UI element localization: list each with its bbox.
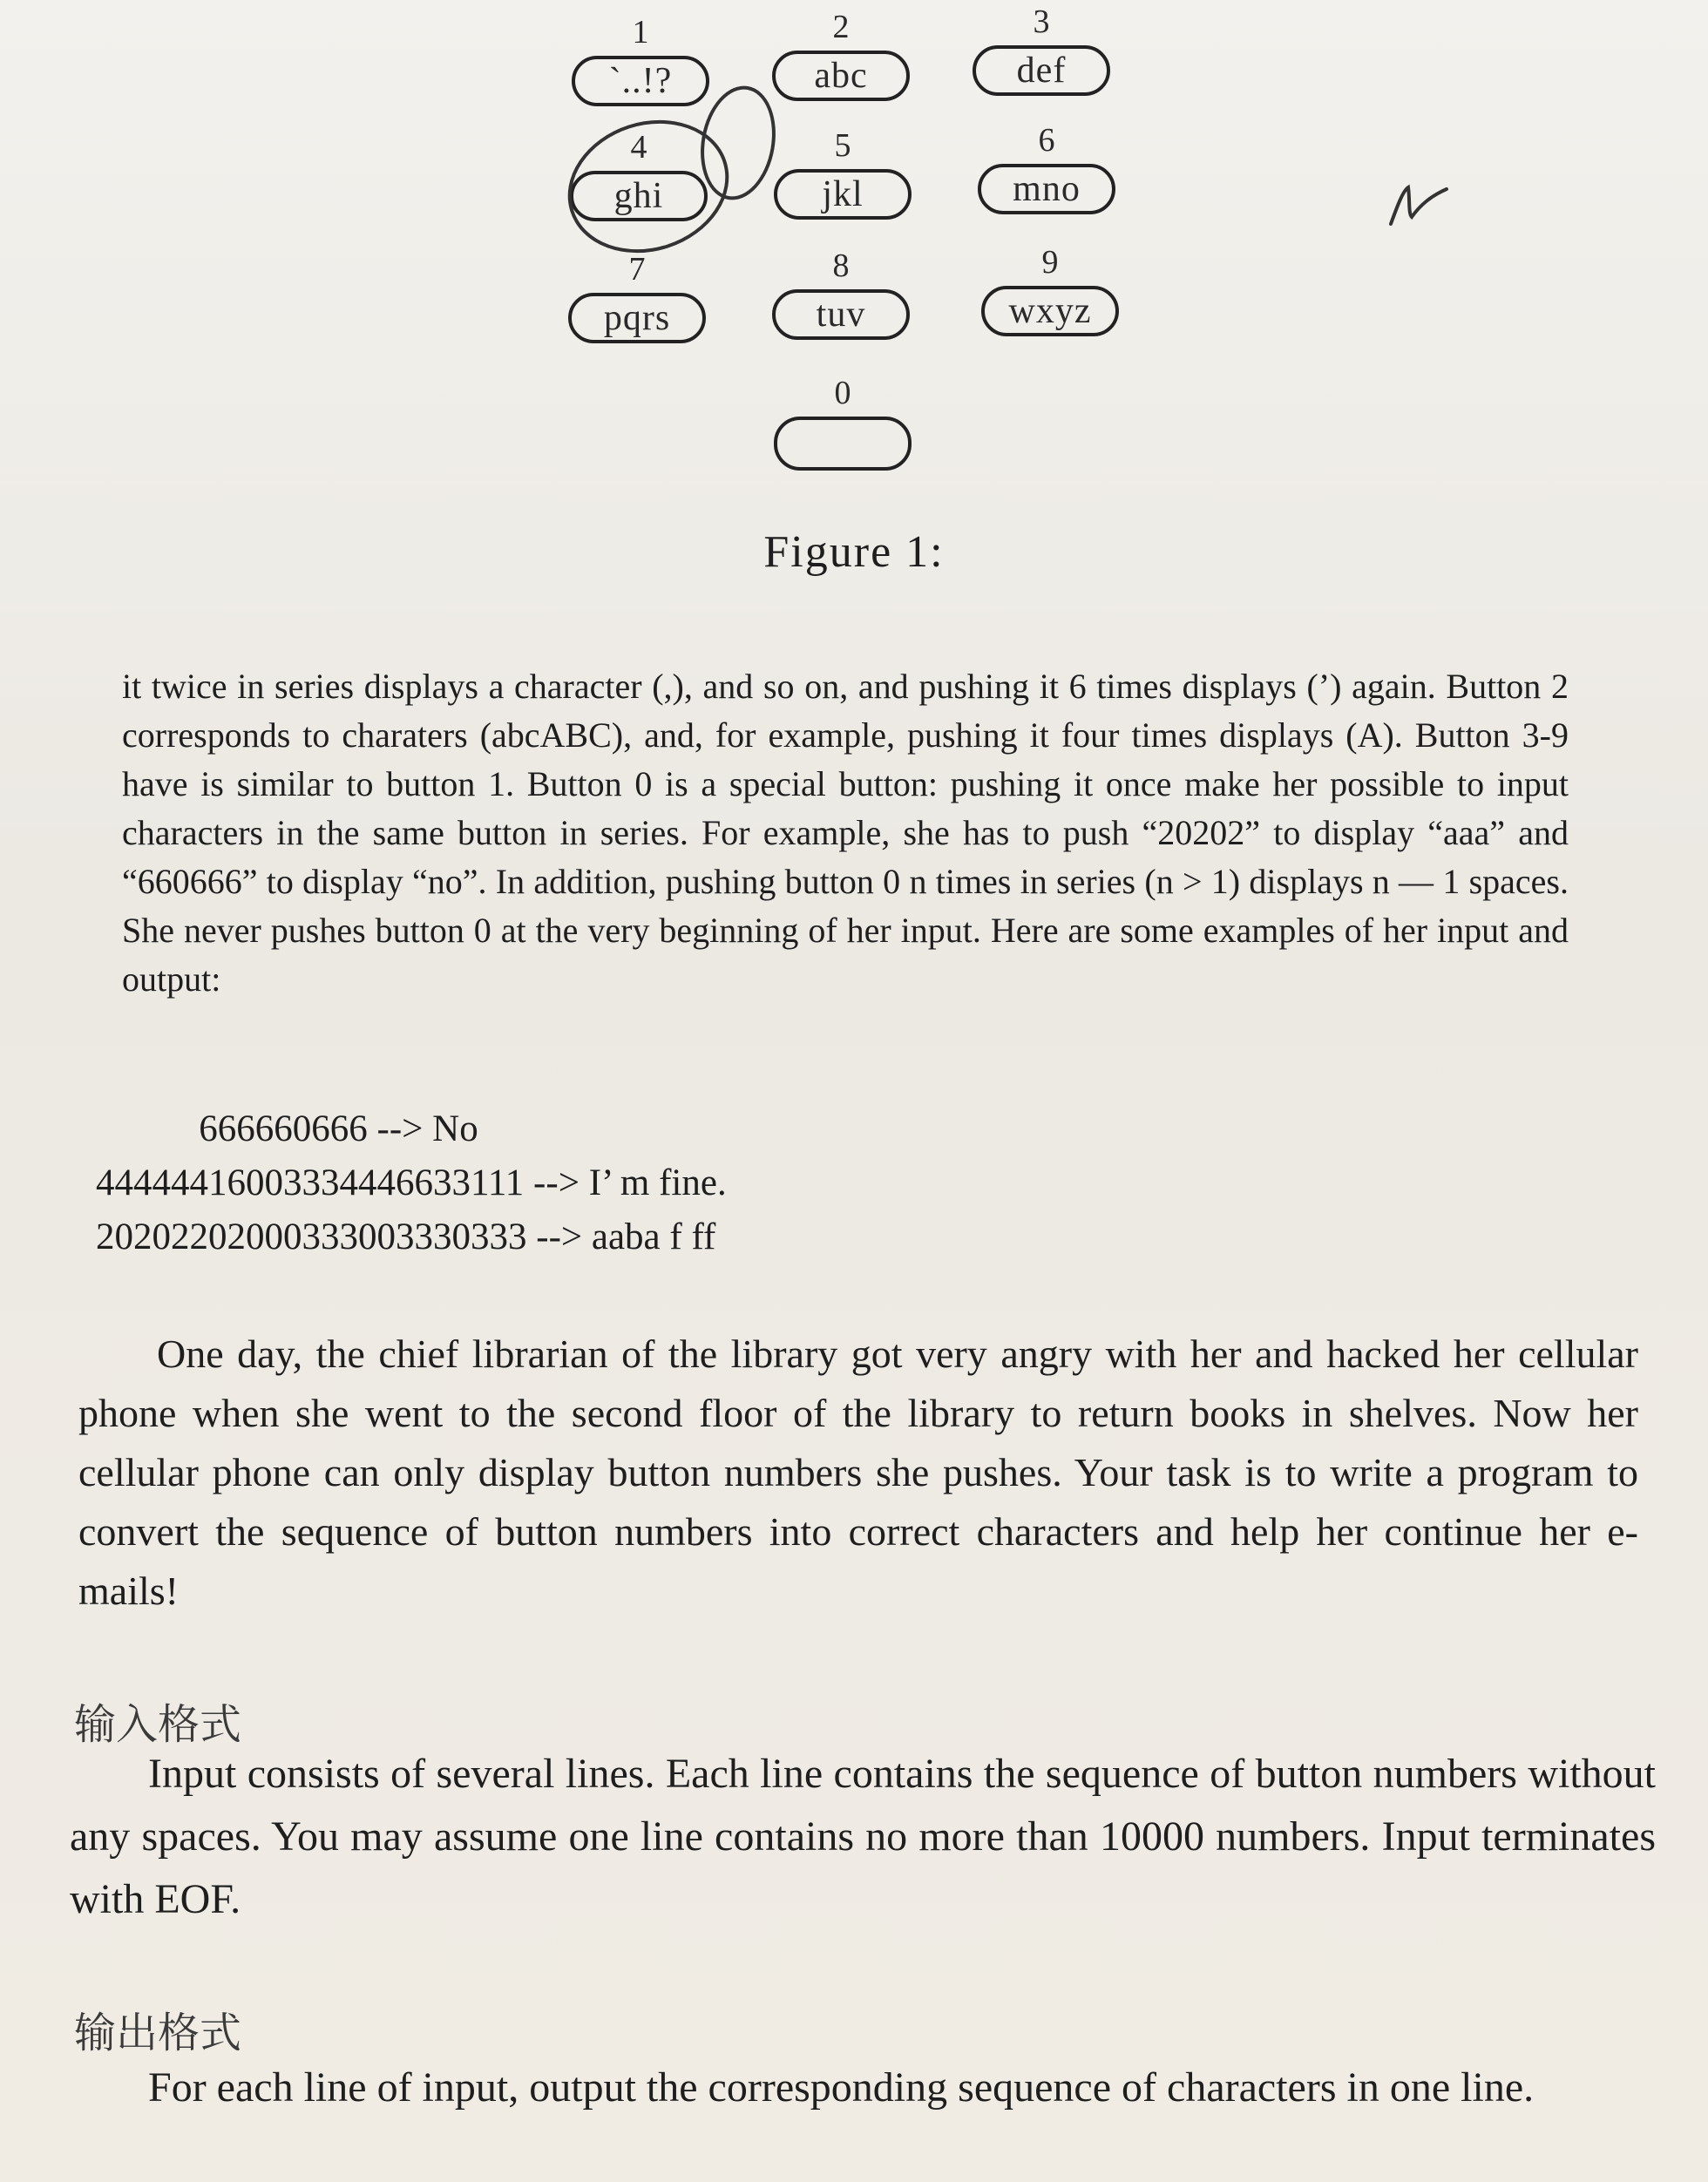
key-9 bbox=[976, 242, 1124, 336]
key-label: wxyz bbox=[981, 286, 1119, 336]
key-label bbox=[774, 417, 912, 471]
key-5 bbox=[769, 125, 917, 220]
key-number: 0 bbox=[834, 375, 851, 411]
key-number: 9 bbox=[1041, 244, 1059, 281]
story-text: One day, the chief librarian of the library got very angry with her and hacked her cellular phone when she went to the second floor of the library to return books in shelves. Now her cellular phone can only display button numbers she pushes. Your task is to write a program to convert the sequence of button numbers into correct characters and help her continue her e-mails! bbox=[78, 1332, 1638, 1613]
output-format-heading: 输出格式 bbox=[74, 2009, 242, 2057]
key-number: 1 bbox=[632, 14, 649, 51]
figure-caption: Figure 1: bbox=[763, 527, 945, 577]
key-number: 2 bbox=[832, 9, 850, 45]
key-label: def bbox=[973, 45, 1110, 96]
key-number: 8 bbox=[832, 247, 850, 284]
key-label: tuv bbox=[772, 289, 910, 340]
key-7 bbox=[563, 249, 711, 343]
key-label: mno bbox=[978, 164, 1115, 214]
key-label: jkl bbox=[774, 169, 912, 220]
key-8 bbox=[767, 246, 915, 340]
examples-block bbox=[96, 1102, 727, 1264]
handwritten-mark-icon bbox=[1386, 179, 1455, 231]
key-number: 6 bbox=[1038, 122, 1055, 159]
input-format-paragraph bbox=[70, 1743, 1656, 1931]
example-line: 20202202000333003330333 --> aaba f ff bbox=[96, 1216, 716, 1257]
key-3 bbox=[967, 2, 1115, 96]
key-number: 7 bbox=[628, 251, 646, 288]
key-1 bbox=[566, 12, 715, 106]
intro-paragraph: it twice in series displays a character (,), and so on, and pushing it 6 times displays (’) again. Button 2 corresponds to charaters (abcABC), and, for example, pushing it four times displays (A). Button 3-9 have is similar to button 1. Button 0 is a special button: pushing it once make her possible to input characters in the same button in series. For example, she has to push “20202” to display “aaa” and “660666” to display “no”. In addition, pushing button 0 n times in series (n > 1) displays n — 1 spaces. She never pushes button 0 at the very beginning of her input. Here are some examples of her input and output: bbox=[122, 667, 1569, 999]
key-0 bbox=[769, 373, 917, 471]
output-format-text: For each line of input, output the corresponding sequence of characters in one line. bbox=[148, 2064, 1535, 2111]
story-paragraph bbox=[78, 1325, 1638, 1621]
key-label: `..!? bbox=[572, 56, 709, 106]
key-6 bbox=[973, 120, 1121, 214]
key-2 bbox=[767, 7, 915, 101]
example-line: 666660666 --> No bbox=[96, 1108, 478, 1149]
key-label: abc bbox=[772, 51, 910, 101]
input-format-text: Input consists of several lines. Each line contains the sequence of button numbers without any spaces. You may assume one line contains no more than 10000 numbers. Input terminates with EOF. bbox=[70, 1751, 1656, 1922]
phone-keypad-figure bbox=[0, 0, 1708, 488]
key-number: 5 bbox=[834, 127, 851, 164]
output-format-paragraph bbox=[70, 2057, 1673, 2119]
example-line: 44444416003334446633111 --> I’ m fine. bbox=[96, 1162, 727, 1203]
key-number: 3 bbox=[1033, 3, 1050, 40]
key-label: pqrs bbox=[568, 293, 706, 343]
input-format-heading: 输入格式 bbox=[74, 1700, 242, 1749]
key-label: ghi bbox=[570, 171, 708, 221]
key-number: 4 bbox=[630, 129, 647, 166]
